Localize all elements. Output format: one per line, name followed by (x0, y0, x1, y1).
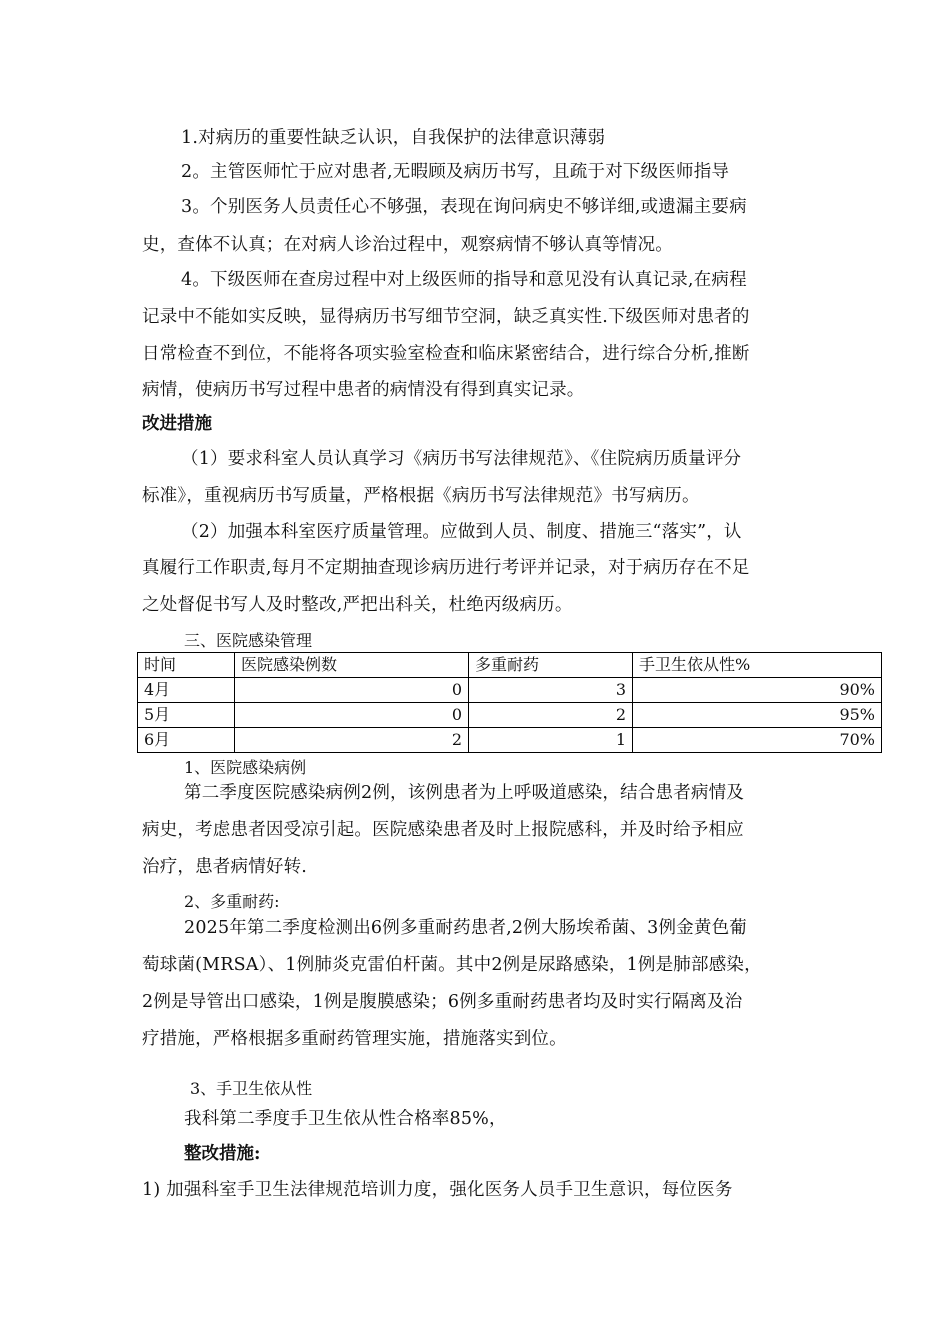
table-row (138, 728, 882, 753)
cases-line-2: 病史，考虑患者因受凉引起。医院感染患者及时上报院感科，并及时给予相应 (142, 820, 744, 840)
rectify-item-1: 1) 加强科室手卫生法律规范培训力度，强化医务人员手卫生意识，每位医务 (142, 1180, 733, 1200)
improvement-heading: 改进措施 (142, 414, 212, 434)
table-row (138, 678, 882, 703)
reason-3-line-2: 史，查体不认真；在对病人诊治过程中，观察病情不够认真等情况。 (142, 235, 673, 255)
mdr-line-4: 疗措施，严格根据多重耐药管理实施，措施落实到位。 (142, 1029, 567, 1049)
rectify-heading: 整改措施: (184, 1144, 261, 1164)
infection-table (137, 652, 882, 753)
table-cell-month: 4月 (138, 678, 235, 703)
mdr-heading: 2、多重耐药: (184, 892, 280, 911)
mdr-line-3: 2例是导管出口感染，1例是腹膜感染；6例多重耐药患者均及时实行隔离及治 (142, 992, 743, 1012)
table-cell-hand-hygiene: 70% (633, 728, 882, 753)
table-cell-mdr: 3 (469, 678, 633, 703)
improvement-line-5: 之处督促书写人及时整改,严把出科关，杜绝丙级病历。 (142, 595, 573, 615)
hand-hygiene-heading: 3、手卫生依从性 (190, 1079, 313, 1098)
table-header-cell: 医院感染例数 (235, 653, 469, 678)
reason-4-line-1: 4。下级医师在查房过程中对上级医师的指导和意见没有认真记录,在病程 (181, 270, 747, 290)
reason-2: 2。主管医师忙于应对患者,无暇顾及病历书写，且疏于对下级医师指导 (181, 162, 730, 182)
cases-heading: 1、医院感染病例 (184, 758, 307, 777)
table-cell-month: 5月 (138, 703, 235, 728)
table-cell-month: 6月 (138, 728, 235, 753)
improvement-line-3: （2）加强本科室医疗质量管理。应做到人员、制度、措施三“落实”，认 (181, 522, 742, 542)
table-cell-infections: 2 (235, 728, 469, 753)
table-cell-infections: 0 (235, 678, 469, 703)
hand-hygiene-line: 我科第二季度手卫生依从性合格率85%， (184, 1109, 507, 1129)
infection-caption: 三、医院感染管理 (184, 631, 313, 650)
mdr-line-1: 2025年第二季度检测出6例多重耐药患者,2例大肠埃希菌、3例金黄色葡 (184, 918, 747, 938)
reason-4-line-2: 记录中不能如实反映，显得病历书写细节空洞，缺乏真实性.下级医师对患者的 (142, 307, 750, 327)
table-header-row (138, 653, 882, 678)
reason-1: 1.对病历的重要性缺乏认识，自我保护的法律意识薄弱 (181, 128, 606, 148)
table-row (138, 703, 882, 728)
cases-line-1: 第二季度医院感染病例2例，该例患者为上呼吸道感染，结合患者病情及 (184, 783, 745, 803)
reason-4-line-3: 日常检查不到位，不能将各项实验室检查和临床紧密结合，进行综合分析,推断 (142, 344, 750, 364)
table-cell-hand-hygiene: 95% (633, 703, 882, 728)
improvement-line-4: 真履行工作职责,每月不定期抽查现诊病历进行考评并记录，对于病历存在不足 (142, 558, 750, 578)
table-header-cell: 手卫生依从性% (633, 653, 882, 678)
reason-3-line-1: 3。个别医务人员责任心不够强，表现在询问病史不够详细,或遗漏主要病 (181, 197, 747, 217)
table-cell-mdr: 2 (469, 703, 633, 728)
table-cell-mdr: 1 (469, 728, 633, 753)
mdr-line-2: 萄球菌(MRSA）、1例肺炎克雷伯杆菌。其中2例是尿路感染，1例是肺部感染， (142, 955, 762, 975)
table-header-cell: 多重耐药 (469, 653, 633, 678)
table-cell-infections: 0 (235, 703, 469, 728)
cases-line-3: 治疗，患者病情好转. (142, 857, 308, 877)
table-cell-hand-hygiene: 90% (633, 678, 882, 703)
improvement-line-1: （1）要求科室人员认真学习《病历书写法律规范》、《住院病历质量评分 (181, 449, 742, 469)
table-header-cell: 时间 (138, 653, 235, 678)
improvement-line-2: 标准》，重视病历书写质量，严格根据《病历书写法律规范》书写病历。 (142, 486, 700, 506)
reason-4-line-4: 病情，使病历书写过程中患者的病情没有得到真实记录。 (142, 380, 585, 400)
